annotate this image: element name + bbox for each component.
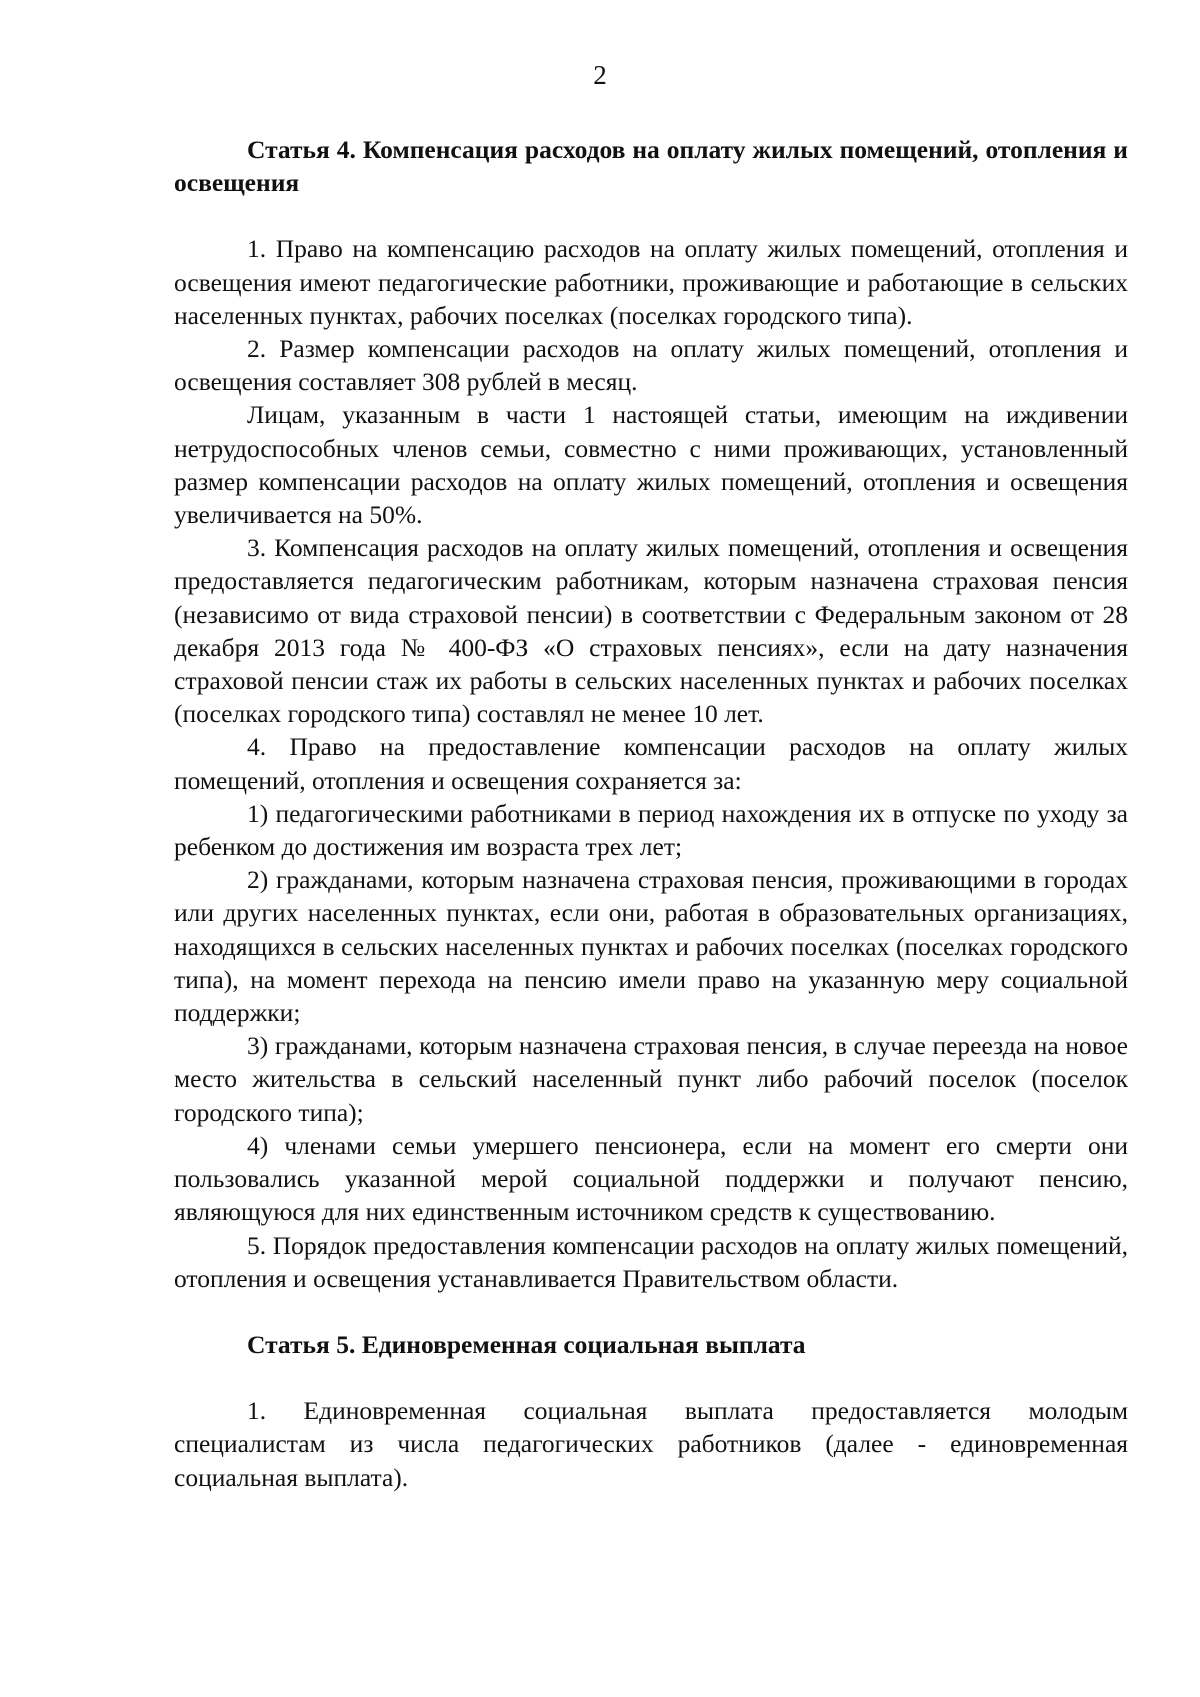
- article-4-paragraph-2: 2. Размер компенсации расходов на оплату жилых помещений, отопления и освещения составляет 308 рублей в месяц.: [174, 334, 1128, 397]
- article-4-paragraph-2-supplement: Лицам, указанным в части 1 настоящей статьи, имеющим на иждивении нетрудоспособных членов семьи, совместно с ними проживающих, установленный размер компенсации расходов на оплату жилых помещений, отопления и освещения увеличивается на 50%.: [174, 400, 1128, 530]
- article-4-paragraph-4-item-1: 1) педагогическими работниками в период нахождения их в отпуске по уходу за ребенком до достижения им возраста трех лет;: [174, 798, 1128, 862]
- article-4-heading: Статья 4. Компенсация расходов на оплату жилых помещений, отопления и освещения: [174, 135, 1128, 198]
- article-4-paragraph-1: 1. Право на компенсацию расходов на оплату жилых помещений, отопления и освещения имеют педагогические работники, проживающие и работающие в сельских населенных пунктах, рабочих поселках (поселках городского типа).: [174, 234, 1128, 330]
- document-body: [174, 133, 1128, 1494]
- article-4-paragraph-4-item-2: 2) гражданами, которым назначена страховая пенсия, проживающими в городах или других населенных пунктах, если они, работая в образовательных организациях, находящихся в сельских населенных пунктах и рабочих поселках (поселках городского типа), на момент перехода на пенсию имели право на указанную меру социальной поддержки;: [174, 865, 1128, 1028]
- article-4-paragraph-4-item-3: 3) гражданами, которым назначена страховая пенсия, в случае переезда на новое место жительства в сельский населенный пункт либо рабочий поселок (поселок городского типа);: [174, 1031, 1128, 1127]
- page-number: 2: [593, 60, 607, 90]
- article-4-paragraph-5: 5. Порядок предоставления компенсации расходов на оплату жилых помещений, отопления и освещения устанавливается Правительством области.: [174, 1230, 1128, 1293]
- article-5-paragraph-1: 1. Единовременная социальная выплата предоставляется молодым специалистам из числа педагогических работников (далее - единовременная социальная выплата).: [174, 1396, 1128, 1492]
- article-4-paragraph-3: 3. Компенсация расходов на оплату жилых помещений, отопления и освещения предоставляется педагогическим работникам, которым назначена страховая пенсия (независимо от вида страховой пенсии) в соответствии с Федеральным законом от 28 декабря 2013 года № 400-ФЗ «О страховых пенсиях», если на дату назначения страховой пенсии стаж их работы в сельских населенных пунктах и рабочих поселках (поселках городского типа) составлял не менее 10 лет.: [174, 533, 1128, 729]
- article-4-paragraph-4-item-4: 4) членами семьи умершего пенсионера, если на момент его смерти они пользовались указанной мерой социальной поддержки и получают пенсию, являющуюся для них единственным источником средств к существованию.: [174, 1130, 1128, 1227]
- article-4-paragraph-4: 4. Право на предоставление компенсации расходов на оплату жилых помещений, отопления и освещения сохраняется за:: [174, 732, 1128, 795]
- article-5-heading: Статья 5. Единовременная социальная выплата: [247, 1329, 806, 1359]
